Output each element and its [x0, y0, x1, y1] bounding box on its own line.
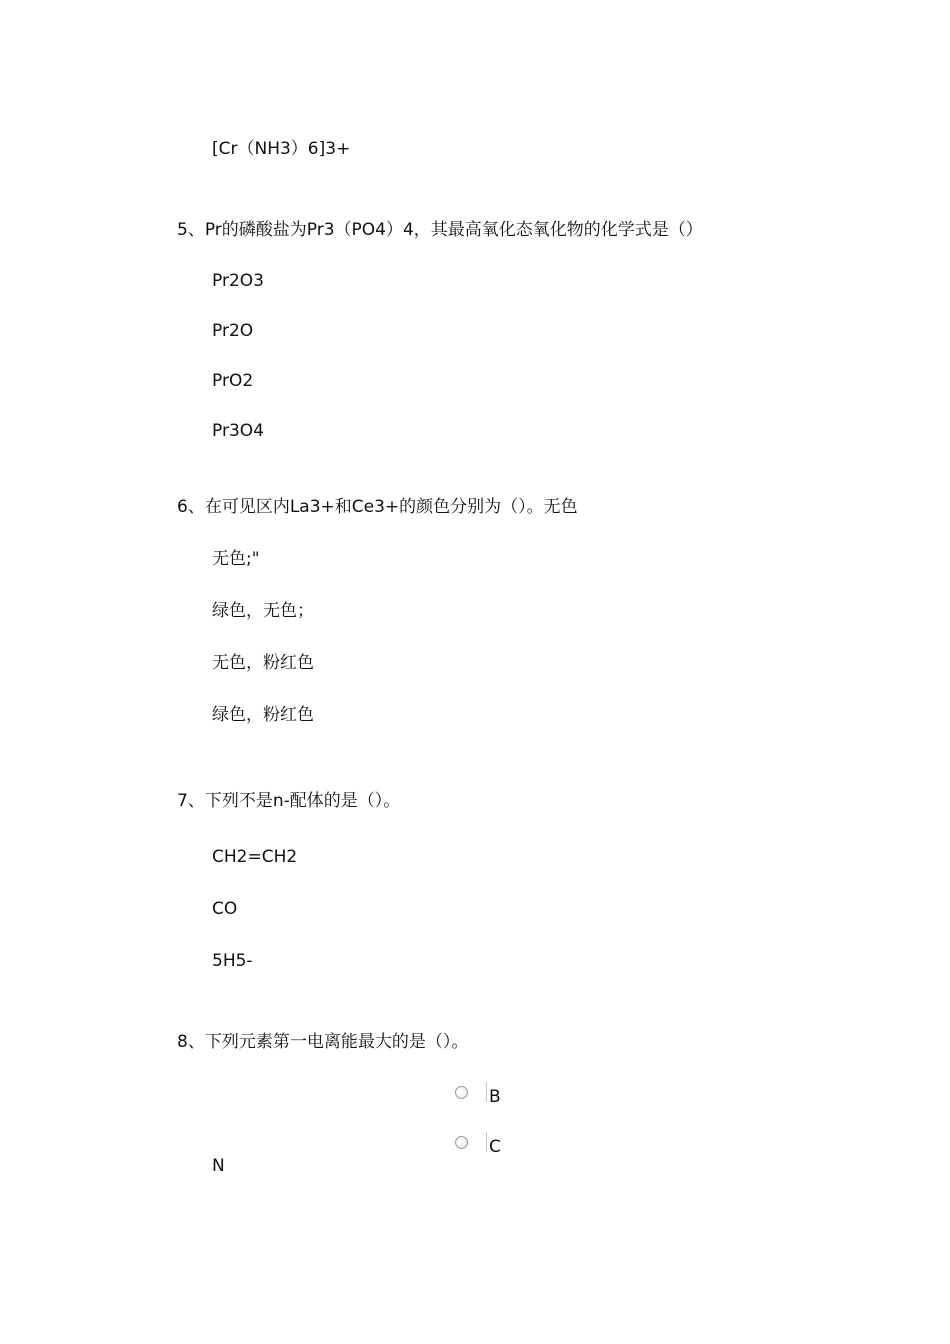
q8-question: 8、下列元素第一电离能最大的是（）。: [177, 1032, 469, 1052]
q5-question: 5、Pr的磷酸盐为Pr3（PO4）4，其最高氧化态氧化物的化学式是（）: [177, 220, 703, 240]
q7-option-b: CO: [212, 899, 238, 919]
q6-option-a: 无色;": [212, 549, 260, 569]
radio-button[interactable]: [455, 1086, 468, 1099]
option-divider: [486, 1082, 487, 1102]
q7-question: 7、下列不是n-配体的是（）。: [177, 791, 401, 811]
q5-option-a: Pr2O3: [212, 271, 264, 291]
q6-question: 6、在可见区内La3+和Ce3+的颜色分别为（）。无色: [177, 497, 578, 517]
q8-radio-label-b: B: [489, 1087, 501, 1107]
q5-option-b: Pr2O: [212, 321, 254, 341]
q8-option-n: N: [212, 1156, 225, 1176]
q8-radio-option-c[interactable]: [455, 1126, 501, 1158]
q6-option-c: 无色，粉红色: [212, 653, 314, 673]
q5-option-d: Pr3O4: [212, 421, 264, 441]
q5-option-c: PrO2: [212, 371, 254, 391]
option-divider: [486, 1132, 487, 1152]
radio-button[interactable]: [455, 1136, 468, 1149]
q8-radio-label-c: C: [489, 1137, 501, 1157]
q7-option-a: CH2=CH2: [212, 847, 298, 867]
q8-radio-option-b[interactable]: [455, 1076, 501, 1108]
q6-option-b: 绿色，无色；: [212, 601, 314, 621]
q4-option-d: [Cr（NH3）6]3+: [212, 139, 351, 159]
q6-option-d: 绿色，粉红色: [212, 705, 314, 725]
q7-option-c: 5H5-: [212, 951, 253, 971]
